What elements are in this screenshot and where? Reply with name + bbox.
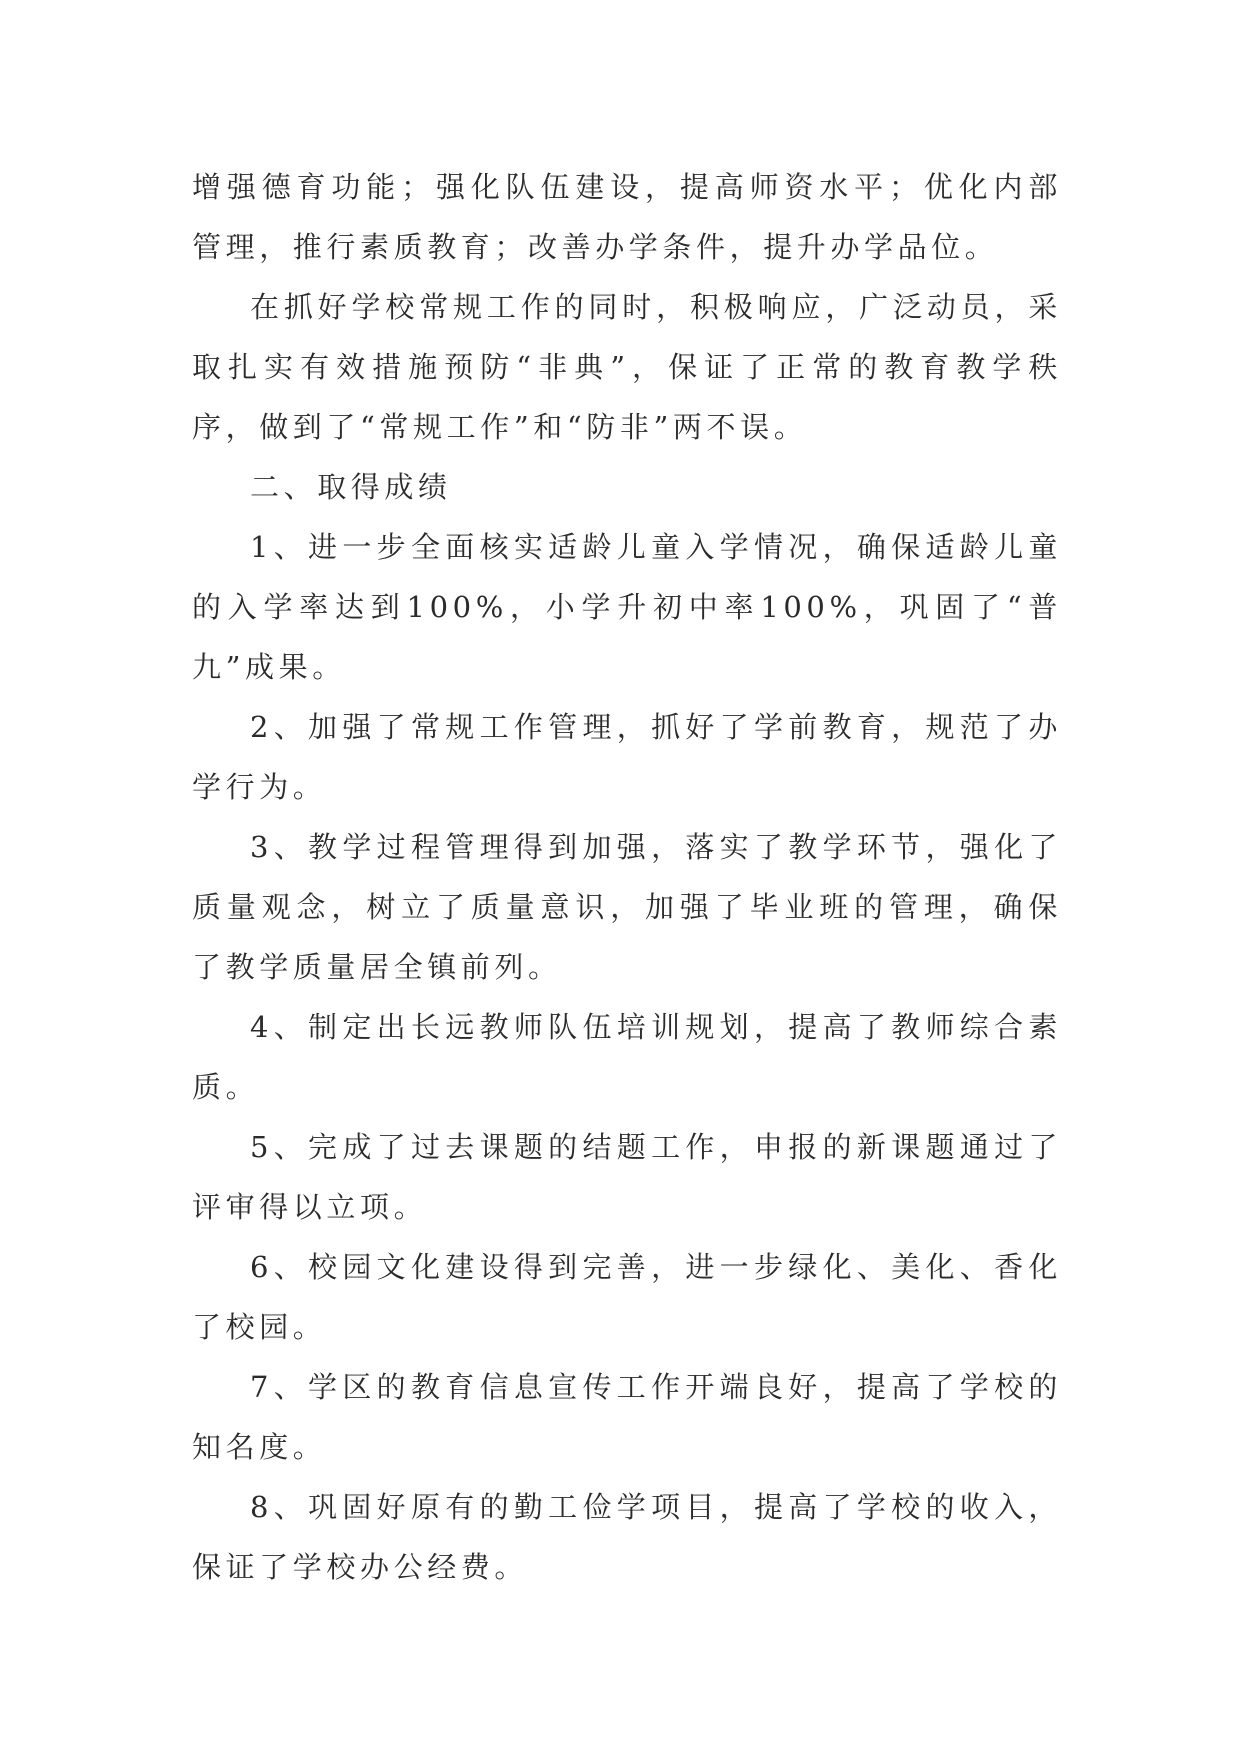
paragraph-continuation: 增强德育功能；强化队伍建设，提高师资水平；优化内部管理，推行素质教育；改善办学条件，提升办学品位。 — [192, 170, 1062, 264]
list-item-4: 4、制定出长远教师队伍培训规划，提高了教师综合素质。 — [192, 1010, 1062, 1104]
list-item-1: 1、进一步全面核实适龄儿童入学情况，确保适龄儿童的入学率达到100%，小学升初中率100%，巩固了“普九”成果。 — [192, 530, 1062, 684]
paragraph-anti-sars: 在抓好学校常规工作的同时，积极响应，广泛动员，采取扎实有效措施预防“非典”，保证了正常的教育教学秩序，做到了“常规工作”和“防非”两不误。 — [192, 290, 1062, 444]
list-item-2: 2、加强了常规工作管理，抓好了学前教育，规范了办学行为。 — [192, 710, 1062, 804]
document-body — [192, 157, 1062, 1597]
list-item-8: 8、巩固好原有的勤工俭学项目，提高了学校的收入，保证了学校办公经费。 — [192, 1490, 1062, 1584]
list-item-5: 5、完成了过去课题的结题工作，申报的新课题通过了评审得以立项。 — [192, 1130, 1062, 1224]
list-item-7: 7、学区的教育信息宣传工作开端良好，提高了学校的知名度。 — [192, 1370, 1062, 1464]
list-item-3: 3、教学过程管理得到加强，落实了教学环节，强化了质量观念，树立了质量意识，加强了毕业班的管理，确保了教学质量居全镇前列。 — [192, 830, 1062, 984]
section-heading-achievements: 二、取得成绩 — [250, 470, 452, 504]
list-item-6: 6、校园文化建设得到完善，进一步绿化、美化、香化了校园。 — [192, 1250, 1062, 1344]
